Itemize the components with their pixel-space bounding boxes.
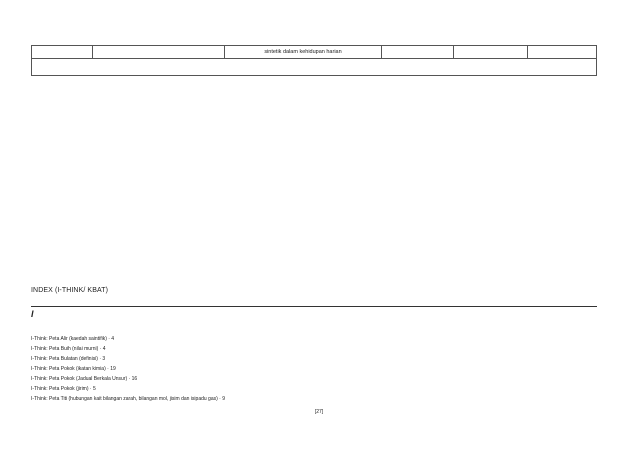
index-entry: I-Think: Peta Alir (kaedah saintifik) · 4 <box>31 336 115 342</box>
index-entry: I-Think: Peta Pokok (ikatan kimia) · 19 <box>31 366 116 372</box>
page-number: [27] <box>314 409 324 415</box>
table-cell <box>454 46 528 59</box>
table-cell <box>528 46 597 59</box>
divider <box>31 306 597 307</box>
table-cell-merged <box>32 59 597 76</box>
content-table <box>31 45 597 76</box>
table-cell <box>32 46 93 59</box>
index-title: INDEX (I-THINK/ KBAT) <box>31 287 109 294</box>
index-entry: I-Think: Peta Pokok (jirim) · 5 <box>31 386 96 392</box>
table-cell-text: sintetik dalam kehidupan harian <box>264 49 342 55</box>
index-entry: I-Think: Peta Titi (hubungan kait bilangan zarah, bilangan mol, jisim dan isipadu gas) · 9 <box>31 396 225 402</box>
index-entry-list <box>31 334 225 404</box>
index-entry: I-Think: Peta Pokok (Jadual Berkala Unsur) · 16 <box>31 376 138 382</box>
table-cell <box>382 46 454 59</box>
table-cell <box>93 46 225 59</box>
table-row <box>32 46 597 59</box>
index-letter-heading: I <box>31 309 34 319</box>
index-entry: I-Think: Peta Buih (nilai murni) · 4 <box>31 346 106 352</box>
table-row <box>32 59 597 76</box>
table-cell <box>225 46 382 59</box>
index-entry: I-Think: Peta Bulatan (definisi) · 3 <box>31 356 106 362</box>
